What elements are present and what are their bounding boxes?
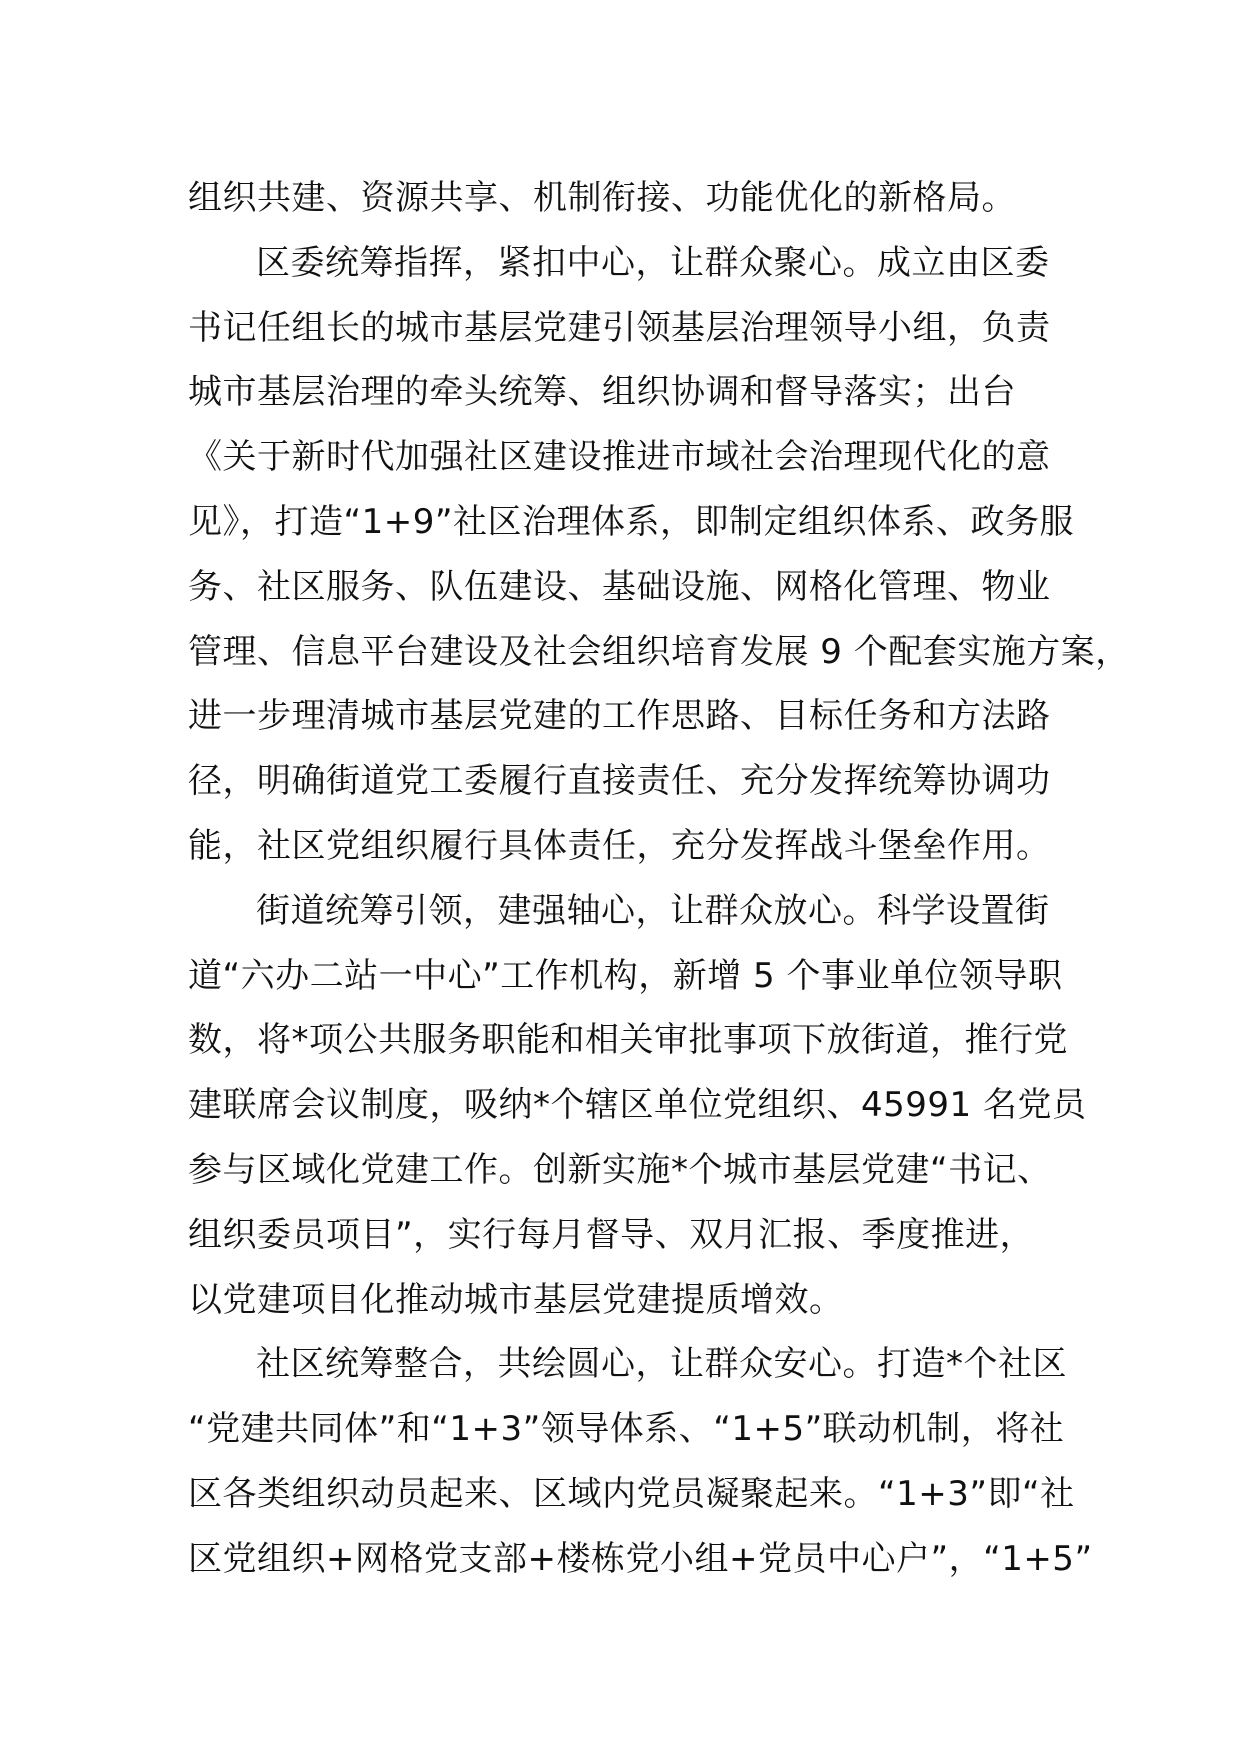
text-line: 书记任组长的城市基层党建引领基层治理领导小组，负责 [188, 307, 1051, 348]
text-line: 管理、信息平台建设及社会组织培育发展 9 个配套实施方案， [188, 631, 1130, 672]
text-line: 数，将*项公共服务职能和相关审批事项下放街道，推行党 [188, 1020, 1068, 1061]
paragraph-first-line: 区委统筹指挥，紧扣中心，让群众聚心。成立由区委 [256, 242, 1050, 283]
text-line: “党建共同体”和“1+3”领导体系、“1+5”联动机制，将社 [188, 1409, 1065, 1450]
text-line: 区党组织+网格党支部+楼栋党小组+党员中心户”，“1+5” [188, 1538, 1093, 1579]
text-line: 径，明确街道党工委履行直接责任、充分发挥统筹协调功 [188, 761, 1051, 802]
text-line: 城市基层治理的牵头统筹、组织协调和督导落实；出台 [188, 372, 1016, 413]
text-line: 组织委员项目”，实行每月督导、双月汇报、季度推进， [188, 1214, 1035, 1255]
text-line: 建联席会议制度，吸纳*个辖区单位党组织、45991 名党员 [188, 1085, 1087, 1126]
text-line: 道“六办二站一中心”工作机构，新增 5 个事业单位领导职 [188, 955, 1063, 996]
text-line: 区各类组织动员起来、区域内党员凝聚起来。“1+3”即“社 [188, 1473, 1075, 1514]
text-line: 《关于新时代加强社区建设推进市域社会治理现代化的意 [188, 437, 1051, 478]
paragraph-first-line: 街道统筹引领，建强轴心，让群众放心。科学设置街 [256, 890, 1050, 931]
text-line: 组织共建、资源共享、机制衔接、功能优化的新格局。 [188, 178, 1016, 218]
text-line: 以党建项目化推动城市基层党建提质增效。 [188, 1279, 844, 1320]
text-line: 见》，打造“1+9”社区治理体系，即制定组织体系、政务服 [188, 501, 1074, 542]
text-line: 务、社区服务、队伍建设、基础设施、网格化管理、物业 [188, 566, 1051, 607]
text-line: 进一步理清城市基层党建的工作思路、目标任务和方法路 [188, 696, 1051, 737]
paragraph-first-line: 社区统筹整合，共绘圆心，让群众安心。打造*个社区 [256, 1344, 1067, 1385]
text-line: 参与区域化党建工作。创新实施*个城市基层党建“书记、 [188, 1149, 1052, 1190]
text-line: 能，社区党组织履行具体责任，充分发挥战斗堡垒作用。 [188, 825, 1051, 866]
body-text [188, 166, 1130, 1592]
